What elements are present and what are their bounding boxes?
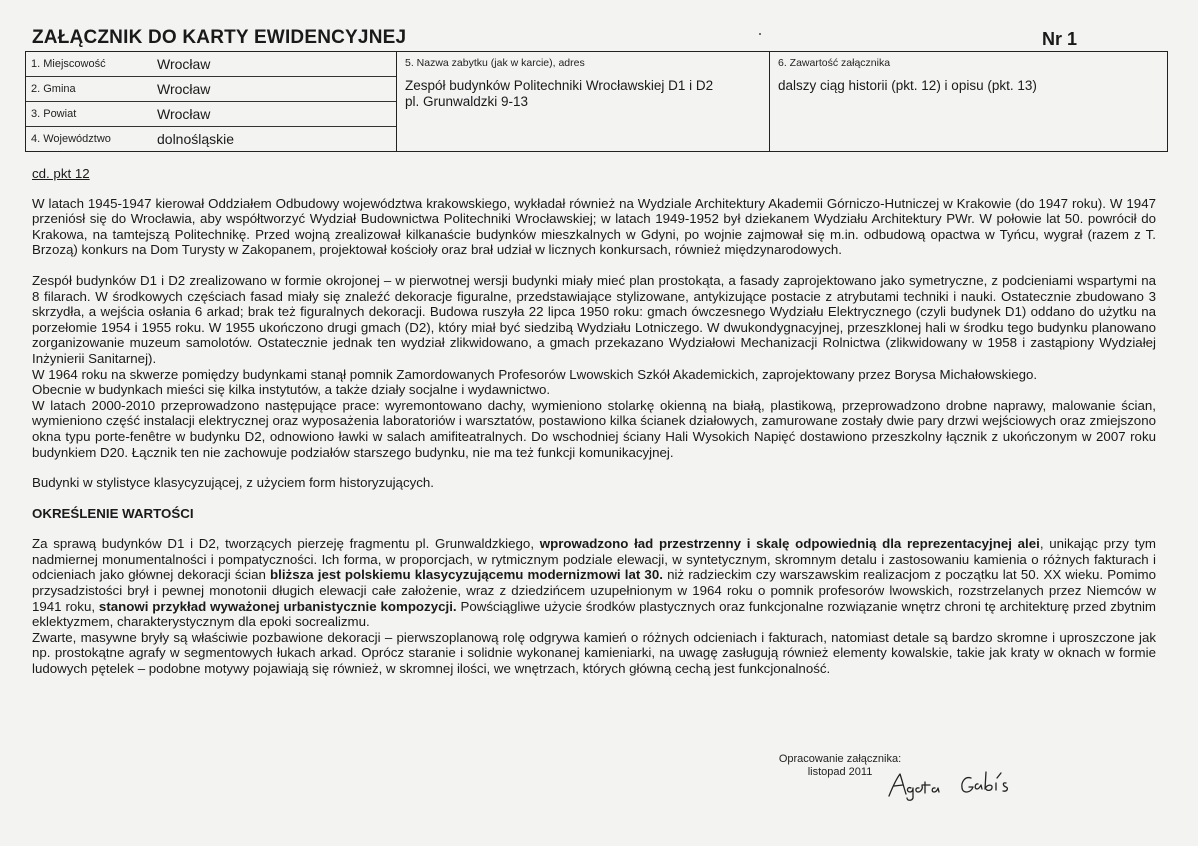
history-paragraph-3: W 1964 roku na skwerze pomiędzy budynkami stanął pomnik Zamordowanych Profesorów Lwowskich Szkół Akademickich, zaprojektowany przez Borysa Michałowskiego. bbox=[32, 366, 1038, 382]
style-paragraph: Budynki w stylistyce klasycyzującej, z użyciem form historyzujących. bbox=[32, 475, 434, 491]
history-paragraph-4: Obecnie w budynkach mieści się kilka instytutów, a także działy socjalne i wydawnictwo. bbox=[32, 382, 551, 398]
prepared-date: listopad 2011 bbox=[807, 766, 873, 778]
document-body bbox=[32, 166, 1156, 677]
contents-value: dalszy ciąg historii (pkt. 12) i opisu (pkt. 13) bbox=[778, 78, 1037, 93]
continuation-marker: cd. pkt 12 bbox=[32, 166, 90, 181]
field-commune bbox=[26, 77, 396, 102]
prepared-label: Opracowanie załącznika: bbox=[778, 753, 902, 765]
monument-address: pl. Grunwaldzki 9-13 bbox=[405, 94, 529, 109]
field-locality bbox=[26, 52, 396, 77]
field-value: Wrocław bbox=[157, 56, 211, 72]
field-value: Wrocław bbox=[157, 106, 211, 122]
contents-column bbox=[770, 52, 1167, 151]
history-paragraph-1: W latach 1945-1947 kierował Oddziałem Odbudowy województwa krakowskiego, wykładał również na Wydziale Architektury Akademii Górniczo-Hutniczej w Krakowie (do 1947 roku). W 1947 przeniósł się do Wrocławia, aby współtworzyć Wydział Budownictwa Politechniki Wrocławskiej; w latach 1949-1952 był dziekanem Wydziału Architektury PWr. W połowie lat 50. powrócił do Krakowa, na tamtejszą Politechnikę. Przed wojną zrealizował kilkanaście budynków mieszkalnych w Gdyni, po wojnie zajmował się m.in. odbudową opactwa w Tyńcu, wygrał (razem z T. Brzozą) konkurs na Dom Turysty w Zakopanem, projektował kościoły oraz brał udział w licznych konkursach, również międzynarodowych. bbox=[32, 195, 1156, 258]
scan-speck bbox=[759, 33, 761, 35]
attachment-number: Nr 1 bbox=[1042, 29, 1078, 49]
record-header-table bbox=[25, 51, 1168, 152]
location-column bbox=[26, 52, 397, 151]
field-voivodeship bbox=[26, 127, 396, 151]
section-heading: OKREŚLENIE WARTOŚCI bbox=[32, 505, 194, 521]
field-label: 4. Województwo bbox=[31, 133, 111, 145]
monument-label: 5. Nazwa zabytku (jak w karcie), adres bbox=[405, 57, 585, 69]
field-district bbox=[26, 102, 396, 127]
handwritten-signature bbox=[885, 766, 1035, 802]
monument-column bbox=[397, 52, 770, 151]
field-label: 3. Powiat bbox=[31, 108, 77, 120]
value-paragraph-2: Zwarte, masywne bryły są właściwie pozbawione dekoracji – pierwszoplanową rolę odgrywa kamień o różnych odcieniach i fakturach, natomiast detale są bardzo skromne i uproszczone jak np. prostokątne agrafy w segmentowych łukach arkad. Oprócz staranie i solidnie wykonanej kamieniarki, na uwagę zasługują również elementy kowalskie, takie jak kraty w oknach w formie ludowych pętelek – podobne motywy pojawiają się również, w skromnej ilości, we wnętrzach, których główną cechą jest funkcjonalność. bbox=[32, 629, 1156, 677]
contents-label: 6. Zawartość załącznika bbox=[778, 57, 891, 69]
field-value: Wrocław bbox=[157, 81, 211, 97]
history-paragraph-2: Zespół budynków D1 i D2 zrealizowano w formie okrojonej – w pierwotnej wersji budynki miały mieć plan prostokąta, a fasady zaprojektowano jako symetryczne, z podcieniami wspartymi na 8 filarach. W środkowych częściach fasad miały się znaleźć dekoracje figuralne, przedstawiające stylizowane, antykizujące postacie z atrybutami techniki i nauki. Ostatecznie zbudowano 3 skrzydła, a wejścia osłania 6 arkad; brak też figuralnych dekoracji. Budowa ruszyła 22 lipca 1950 roku: gmach ówczesnego Wydziału Elektrycznego (czyli budynek D1) oddano do użytku na porzełomie 1954 i 1955 roku. W 1955 ukończono drugi gmach (D2), który miał być siedzibą Wydziału Lotniczego. W dwukondygnacyjnej, przeszklonej hali w środku tego budynku planowano zorganizowanie muzeum samolotów. Ostatecznie jednak ten wydział zlikwidowano, a gmach przekazano Wydziałowi Mechanizacji Rolnictwa (zlikwidowany w 1958 i zastąpiony Wydziałej Inżynierii Sanitarnej). bbox=[32, 272, 1156, 366]
field-label: 1. Miejscowość bbox=[31, 58, 106, 70]
value-paragraph-1: Za sprawą budynków D1 i D2, tworzących pierzeję fragmentu pl. Grunwaldzkiego, wprowadzono ład przestrzenny i skalę odpowiednią dla reprezentacyjnej alei, unikając przy tym nadmiernej monumentalności i pompatyczności. Ich forma, w proporcjach, w rytmicznym podziale elewacji, w syntetycznym, skromnym detalu i zastosowaniu kamienia o różnych fakturach i odcieniach jako głównej dekoracji ścian bliższa jest polskiemu klasycyzującemu modernizmowi lat 30. niż radzieckim czy warszawskim realizacjom z początku lat 50. XX wieku. Pomimo przysadzistości brył i pewnej monotonii długich elewacji całe założenie, wraz z dziedzińcem uzupełnionym w 1964 roku o pomnik profesorów lwowskich, rozstrzelanych przez Niemców w 1941 roku, stanowi przykład wyważonej urbanistycznie kompozycji. Powściągliwe użycie środków plastycznych oraz funkcjonalne rozwiązanie wnętrz chroni tę architekturę przed zbytnim eklektyzmem, charakterystycznym dla epoki socrealizmu. bbox=[32, 536, 1157, 630]
field-value: dolnośląskie bbox=[157, 131, 235, 147]
monument-name: Zespół budynków Politechniki Wrocławskiej D1 i D2 bbox=[405, 78, 714, 93]
document-title: ZAŁĄCZNIK DO KARTY EWIDENCYJNEJ bbox=[32, 27, 407, 48]
field-label: 2. Gmina bbox=[31, 83, 76, 95]
history-paragraph-5: W latach 2000-2010 przeprowadzono następujące prace: wyremontowano dachy, wymieniono stolarkę okienną na białą, plastikową, przeprowadzono drobne naprawy, malowanie ścian, wymieniono część instalacji elektrycznej oraz wyposażenia laboratoriów i warsztatów, postawiono kilka ścianek działowych, zamurowane zostały dwie pary drzwi wejściowych oraz zmiejszono okna typu porte-fenêtre w budynku D2, odnowiono ławki w salach amifiteatralnych. Do wschodniej ściany Hali Wysokich Napięć dostawiono przeszkolny łącznik z ukończonym w 2007 roku budynkiem D20. Łącznik ten nie zachowuje podziałów starszego budynku, nie ma też funkcji komunikacyjnej. bbox=[32, 397, 1156, 460]
